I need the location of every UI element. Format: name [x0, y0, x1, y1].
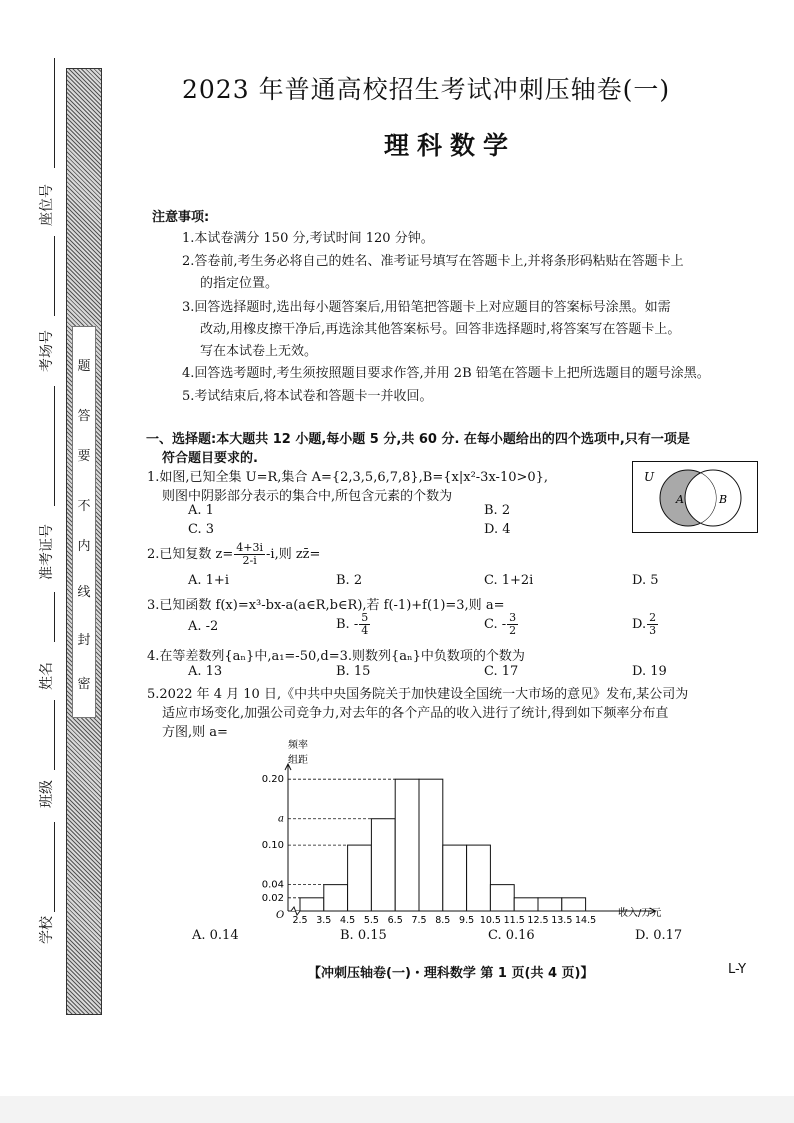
histogram-bar [348, 845, 372, 911]
histogram-bar [300, 898, 324, 911]
q4-option-c: C. 17 [484, 664, 519, 679]
q3-option-b-den: 4 [361, 624, 369, 637]
section-heading: 一、选择题:本大题共 12 小题,每小题 5 分,共 60 分. 在每小题给出的四个选项中,只有一项是 [146, 432, 690, 447]
q1-option-a: A. 1 [188, 503, 214, 518]
q3-option-d-num: 2 [649, 611, 657, 624]
y-tick-label: 0.02 [261, 892, 284, 904]
seal-box [72, 326, 96, 718]
venn-u-label: U [644, 470, 655, 484]
q1-option-c: C. 3 [188, 522, 215, 537]
notice-item: 写在本试卷上无效。 [200, 344, 318, 359]
histogram-bar [490, 885, 514, 911]
school-label: 学校 [39, 916, 55, 944]
q3-option-b-num: 5 [361, 611, 369, 624]
histogram-bar [514, 898, 538, 911]
class-label: 班级 [39, 780, 55, 808]
q5-option-a: A. 0.14 [192, 928, 239, 943]
q2-stem-pre: 2.已知复数 z= [147, 547, 234, 562]
q5-option-b: B. 0.15 [340, 928, 387, 943]
q3-option-c-fraction [507, 612, 518, 637]
x-tick-label: 9.5 [459, 915, 475, 926]
frequency-histogram [240, 736, 700, 926]
x-axis-break [291, 907, 300, 915]
q4-option-b: B. 15 [336, 664, 371, 679]
seat-line [54, 58, 55, 168]
histogram-bar [443, 845, 467, 911]
q3-option-b-fraction [359, 612, 370, 637]
q1-stem-cont: 则图中阴影部分表示的集合中,所包含元素的个数为 [162, 489, 453, 504]
q3-option-c-num: 3 [509, 611, 517, 624]
school-line [54, 822, 55, 912]
seal-char: 不 [77, 499, 91, 514]
x-tick-label: 4.5 [340, 915, 356, 926]
venn-diagram [632, 461, 758, 533]
x-tick-label: 12.5 [527, 915, 549, 926]
histogram-bar [467, 845, 491, 911]
name-label: 姓名 [39, 662, 55, 690]
paper-code: L-Y [728, 962, 747, 977]
q3-option-c [484, 612, 519, 637]
x-tick-label: 6.5 [387, 915, 403, 926]
section-heading-cont: 符合题目要求的. [162, 451, 258, 466]
notice-item: 1.本试卷满分 150 分,考试时间 120 分钟。 [182, 231, 434, 246]
q2-fraction [234, 542, 265, 567]
q5-option-c: C. 0.16 [488, 928, 535, 943]
notice-item: 4.回答选考题时,考生须按照题目要求作答,并用 2B 铅笔在答题卡上把所选题目的题号涂黑。 [182, 366, 710, 381]
q4-option-a: A. 13 [188, 664, 223, 679]
histogram-bar [538, 898, 562, 911]
y-axis-label-bottom: 组距 [288, 755, 308, 766]
notice-item: 2.答卷前,考生务必将自己的姓名、准考证号填写在答题卡上,并将条形码粘贴在答题卡上 [182, 254, 684, 269]
notice-heading: 注意事项: [152, 210, 210, 225]
seal-char: 密 [77, 677, 91, 692]
q3-option-c-prefix: C. - [484, 617, 507, 632]
x-tick-label: 11.5 [503, 915, 525, 926]
q3-option-b-prefix: B. - [336, 617, 359, 632]
q2-option-d: D. 5 [632, 573, 659, 588]
notice-item: 的指定位置。 [200, 276, 279, 291]
bottom-band [0, 1096, 794, 1123]
seat-number-label: 座位号 [39, 184, 55, 226]
seal-char: 内 [77, 539, 91, 554]
q3-option-d-den: 3 [649, 624, 657, 637]
room-line [54, 236, 55, 316]
q4-stem: 4.在等差数列{aₙ}中,a₁=-50,d=3.则数列{aₙ}中负数项的个数为 [147, 649, 525, 664]
q4-option-d: D. 19 [632, 664, 667, 679]
origin-label: O [276, 910, 285, 921]
notice-item: 3.回答选择题时,选出每小题答案后,用铅笔把答题卡上对应题目的答案标号涂黑。如需 [182, 300, 671, 315]
seal-char: 线 [77, 585, 91, 600]
notice-item: 改动,用橡皮擦干净后,再选涂其他答案标号。回答非选择题时,将答案写在答题卡上。 [200, 322, 681, 337]
x-tick-label: 14.5 [575, 915, 597, 926]
x-tick-label: 7.5 [411, 915, 427, 926]
q2-stem-post: -i,则 zz̄= [266, 547, 321, 562]
q2-numerator: 4+3i [236, 541, 264, 554]
q1-option-d: D. 4 [484, 522, 511, 537]
y-tick-label: 0.10 [261, 840, 284, 852]
q3-option-c-den: 2 [509, 624, 517, 637]
x-tick-label: 5.5 [363, 915, 379, 926]
ticket-line [54, 386, 55, 506]
x-tick-label: 13.5 [551, 915, 573, 926]
q3-option-d [632, 612, 659, 637]
q5-stem: 5.2022 年 4 月 10 日,《中共中央国务院关于加快建设全国统一大市场的意见》发布,某公司为 [147, 687, 689, 702]
q3-option-d-fraction [647, 612, 658, 637]
y-axis-label-top: 频率 [288, 740, 308, 751]
histogram-bar [324, 885, 348, 911]
q3-option-b [336, 612, 371, 637]
q1-option-b: B. 2 [484, 503, 511, 518]
q5-stem-cont: 适应市场变化,加强公司竞争力,对去年的各个产品的收入进行了统计,得到如下频率分布直 [162, 706, 669, 721]
q2-denominator: 2-i [242, 554, 257, 567]
x-tick-label: 8.5 [435, 915, 451, 926]
q5-stem-cont: 方图,则 a= [162, 725, 228, 740]
histogram-bar [395, 779, 419, 911]
seal-char: 要 [77, 449, 91, 464]
x-tick-label: 2.5 [292, 915, 308, 926]
q2-stem [147, 542, 320, 567]
histogram-bar [562, 898, 586, 911]
name-line [54, 592, 55, 642]
page-footer: 【冲刺压轴卷(一)・理科数学 第 1 页(共 4 页)】 [308, 966, 594, 981]
q3-option-a: A. -2 [188, 619, 219, 634]
seal-char: 封 [77, 633, 91, 648]
histogram-bar [371, 819, 395, 911]
venn-b-label: B [719, 493, 728, 506]
histogram-bar [419, 779, 443, 911]
q1-stem: 1.如图,已知全集 U=R,集合 A={2,3,5,6,7,8},B={x|x²-3x-10>0}, [147, 470, 549, 485]
q3-stem: 3.已知函数 f(x)=x³-bx-a(a∈R,b∈R),若 f(-1)+f(1)=3,则 a= [147, 598, 505, 613]
seal-char: 题 [77, 359, 91, 374]
x-tick-label: 10.5 [479, 915, 501, 926]
notice-item: 5.考试结束后,将本试卷和答题卡一并收回。 [182, 389, 433, 404]
q2-option-b: B. 2 [336, 573, 363, 588]
exam-title: 2023 年普通高校招生考试冲刺压轴卷(一) [182, 75, 671, 104]
x-tick-label: 3.5 [316, 915, 332, 926]
q5-option-d: D. 0.17 [635, 928, 683, 943]
venn-a-label: A [676, 493, 684, 506]
subject-title: 理科数学 [384, 131, 517, 160]
q2-option-a: A. 1+i [188, 573, 229, 588]
seal-char: 答 [77, 409, 91, 424]
q2-option-c: C. 1+2i [484, 573, 534, 588]
y-tick-label: a [278, 813, 284, 825]
ticket-number-label: 准考证号 [39, 524, 55, 580]
q3-option-d-prefix: D. [632, 617, 647, 632]
x-axis-label: 收入/万元 [618, 908, 662, 919]
exam-room-label: 考场号 [39, 330, 55, 372]
y-tick-label: 0.20 [261, 774, 284, 786]
y-tick-label: 0.04 [261, 879, 284, 891]
class-line [54, 700, 55, 770]
